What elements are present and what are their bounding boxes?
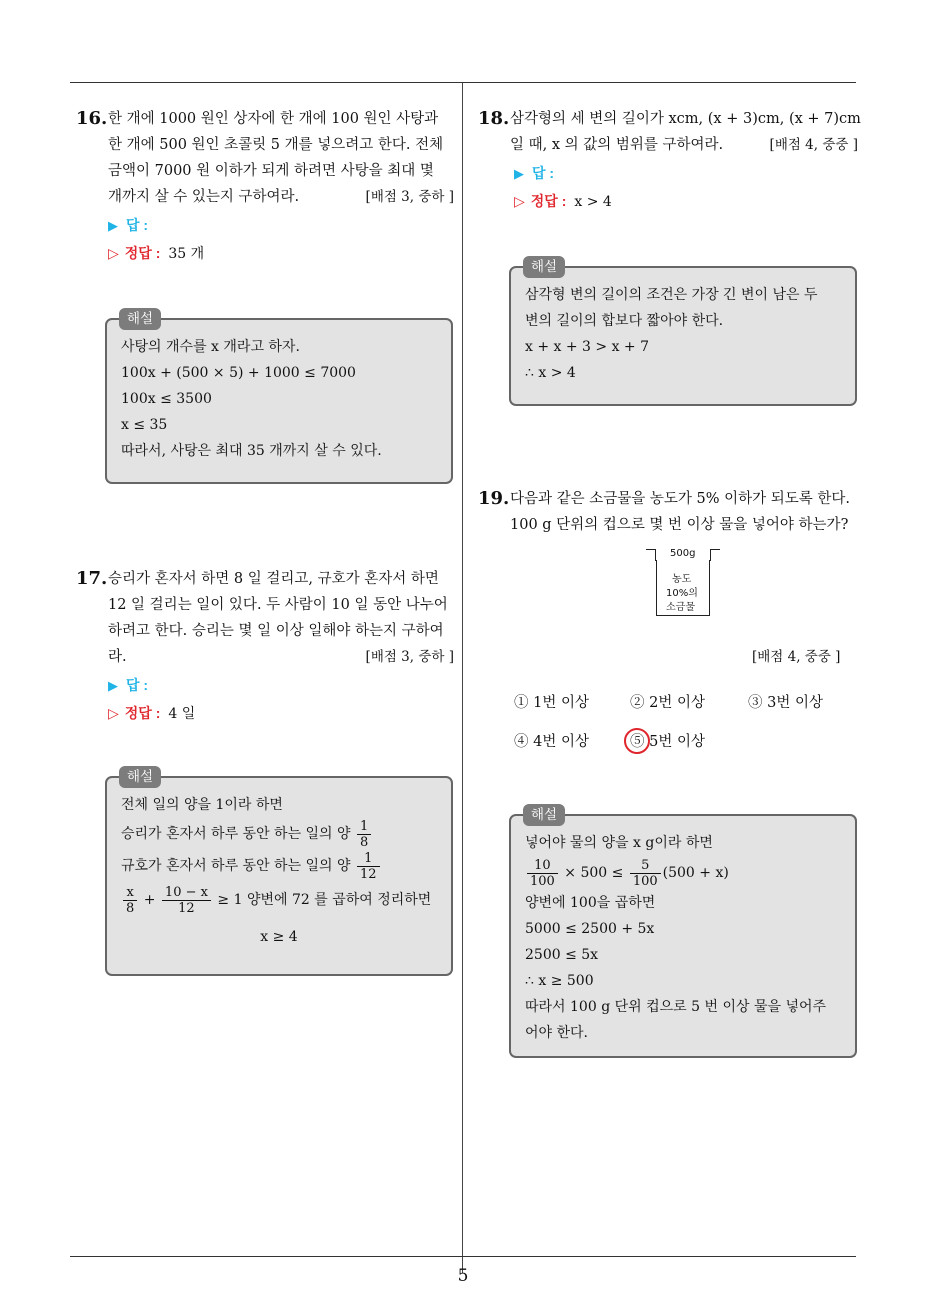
correct-answer-row [108, 242, 204, 265]
solution-line: x + x + 3 > x + 7 [525, 339, 650, 355]
choice-5[interactable]: ⑤ 5번 이상 [630, 734, 705, 750]
answer-label: 답 : [126, 217, 149, 233]
answer-row [108, 214, 148, 237]
outline-arrow-icon: ▷ [514, 193, 525, 209]
solution-line: 2500 ≤ 5x [525, 947, 599, 963]
question-line: 한 개에 500 원인 초콜릿 5 개를 넣으려고 한다. 전체 [108, 137, 444, 153]
play-arrow-icon: ▶ [108, 678, 118, 693]
solution-line: 넣어야 물의 양을 x g이라 하면 [525, 835, 713, 851]
answer-label: 답 : [126, 677, 149, 693]
question-line: 개까지 살 수 있는지 구하여라. [배점 3, 중하 ] [108, 184, 454, 210]
question-number: 16. [76, 108, 108, 129]
question-17 [76, 566, 454, 670]
solution-line: x ≤ 35 [121, 417, 168, 433]
question-line: 하려고 한다. 승리는 몇 일 이상 일해야 하는지 구하여 [108, 623, 444, 639]
correct-label: 정답 : [124, 705, 161, 721]
solution-tab: 해설 [523, 804, 565, 826]
question-line: 금액이 7000 원 이하가 되게 하려면 사탕을 최대 몇 [108, 163, 434, 179]
fraction: $\frac{10}{100}$ [527, 858, 558, 889]
correct-answer: 35 개 [168, 246, 205, 262]
solution-box [509, 807, 857, 1058]
solution-box [105, 311, 453, 484]
beaker-capacity: 500g [670, 548, 696, 559]
correct-answer: 4 일 [168, 706, 196, 722]
outline-arrow-icon: ▷ [108, 705, 119, 721]
beaker-text: 농도 [672, 574, 692, 585]
solution-line: 100x + (500 × 5) + 1000 ≤ 7000 [121, 365, 356, 381]
solution-line: ∴ x ≥ 500 [525, 973, 594, 989]
question-19 [478, 486, 860, 538]
solution-line: 양변에 100을 곱하면 [525, 895, 656, 911]
choice-1[interactable]: ① 1번 이상 [514, 695, 589, 711]
question-line: 한 개에 1000 원인 상자에 한 개에 100 원인 사탕과 [108, 111, 439, 127]
score: [배점 4, 중중 ] [769, 137, 858, 153]
question-text [108, 566, 454, 670]
choice-4[interactable]: ④ 4번 이상 [514, 734, 589, 750]
question-line: 일 때, x 의 값의 범위를 구하여라. [배점 4, 중중 ] [510, 132, 858, 158]
solution-line: $\frac{x}{8}$ + $\frac{10 - x}{12}$ ≥ 1 양변에 72 를 곱하여 정리하면 [121, 882, 437, 918]
question-18 [478, 106, 861, 158]
question-number: 19. [478, 488, 510, 509]
selected-circle-mark [624, 728, 650, 754]
score: [배점 3, 중하 ] [365, 649, 454, 665]
play-arrow-icon: ▶ [108, 218, 118, 233]
fraction: $\frac{5}{100}$ [630, 858, 661, 889]
correct-answer: x > 4 [574, 194, 612, 210]
beaker-lip-left [646, 549, 656, 561]
solution-line: 전체 일의 양을 1이라 하면 [121, 797, 283, 813]
outline-arrow-icon: ▷ [108, 245, 119, 261]
solution-line: 따라서, 사탕은 최대 35 개까지 살 수 있다. [121, 443, 382, 459]
question-16 [76, 106, 454, 210]
correct-label: 정답 : [530, 193, 567, 209]
question-text [510, 486, 860, 538]
solution-box [105, 769, 453, 976]
solution-tab: 해설 [523, 256, 565, 278]
solution-line: ∴ x > 4 [525, 365, 576, 381]
solution-line: 변의 길이의 합보다 짧아야 한다. [525, 313, 724, 329]
solution-line: 100x ≤ 3500 [121, 391, 212, 407]
choice-3[interactable]: ③ 3번 이상 [748, 695, 823, 711]
fraction: $\frac{1}{12}$ [357, 851, 380, 882]
correct-answer-row [514, 190, 612, 213]
answer-label: 답 : [532, 165, 555, 181]
question-number: 17. [76, 568, 108, 589]
fraction: $\frac{x}{8}$ [123, 885, 137, 916]
correct-label: 정답 : [124, 245, 161, 261]
beaker-text: 10%의 [666, 588, 698, 599]
correct-answer-row [108, 702, 195, 725]
solution-line: $\frac{10}{100}$ × 500 ≤ $\frac{5}{100}$ (500 + x) [525, 856, 841, 890]
bottom-rule [70, 1256, 856, 1257]
solution-line: 승리가 혼자서 하루 동안 하는 일의 양 $\frac{1}{8}$ [121, 818, 437, 850]
question-line: 삼각형의 세 변의 길이가 xcm, (x + 3)cm, (x + 7)cm [510, 111, 861, 127]
fraction: $\frac{1}{8}$ [357, 819, 371, 850]
column-divider [462, 83, 463, 1273]
solution-result: x ≥ 4 [260, 929, 298, 945]
question-number: 18. [478, 108, 510, 129]
page-number: 5 [457, 1266, 469, 1286]
solution-line: 사탕의 개수를 x 개라고 하자. [121, 339, 300, 355]
solution-box [509, 259, 857, 406]
answer-row [514, 162, 554, 185]
answer-row [108, 674, 148, 697]
question-text [108, 106, 454, 210]
choice-2[interactable]: ② 2번 이상 [630, 695, 705, 711]
question-line: 라. [배점 3, 중하 ] [108, 644, 454, 670]
solution-line: 어야 한다. [525, 1025, 588, 1041]
question-line: 12 일 걸리는 일이 있다. 두 사람이 10 일 동안 나누어 [108, 597, 448, 613]
solution-line: 5000 ≤ 2500 + 5x [525, 921, 655, 937]
question-text [510, 106, 861, 158]
score: [배점 3, 중하 ] [365, 189, 454, 205]
score: [배점 4, 중중 ] [752, 649, 841, 665]
solution-tab: 해설 [119, 308, 161, 330]
play-arrow-icon: ▶ [514, 166, 524, 181]
question-line: 100 g 단위의 컵으로 몇 번 이상 물을 넣어야 하는가? [510, 517, 849, 533]
solution-tab: 해설 [119, 766, 161, 788]
solution-line: 삼각형 변의 길이의 조건은 가장 긴 변이 남은 두 [525, 287, 818, 303]
question-line: 승리가 혼자서 하면 8 일 걸리고, 규호가 혼자서 하면 [108, 571, 439, 587]
solution-line: 따라서 100 g 단위 컵으로 5 번 이상 물을 넣어주 [525, 999, 827, 1015]
solution-line: 규호가 혼자서 하루 동안 하는 일의 양 $\frac{1}{12}$ [121, 850, 437, 882]
question-line: 다음과 같은 소금물을 농도가 5% 이하가 되도록 한다. [510, 491, 851, 507]
fraction: $\frac{10 - x}{12}$ [162, 885, 211, 916]
beaker-text: 소금물 [666, 602, 695, 613]
top-rule [70, 82, 856, 83]
beaker-lip-right [710, 549, 720, 561]
